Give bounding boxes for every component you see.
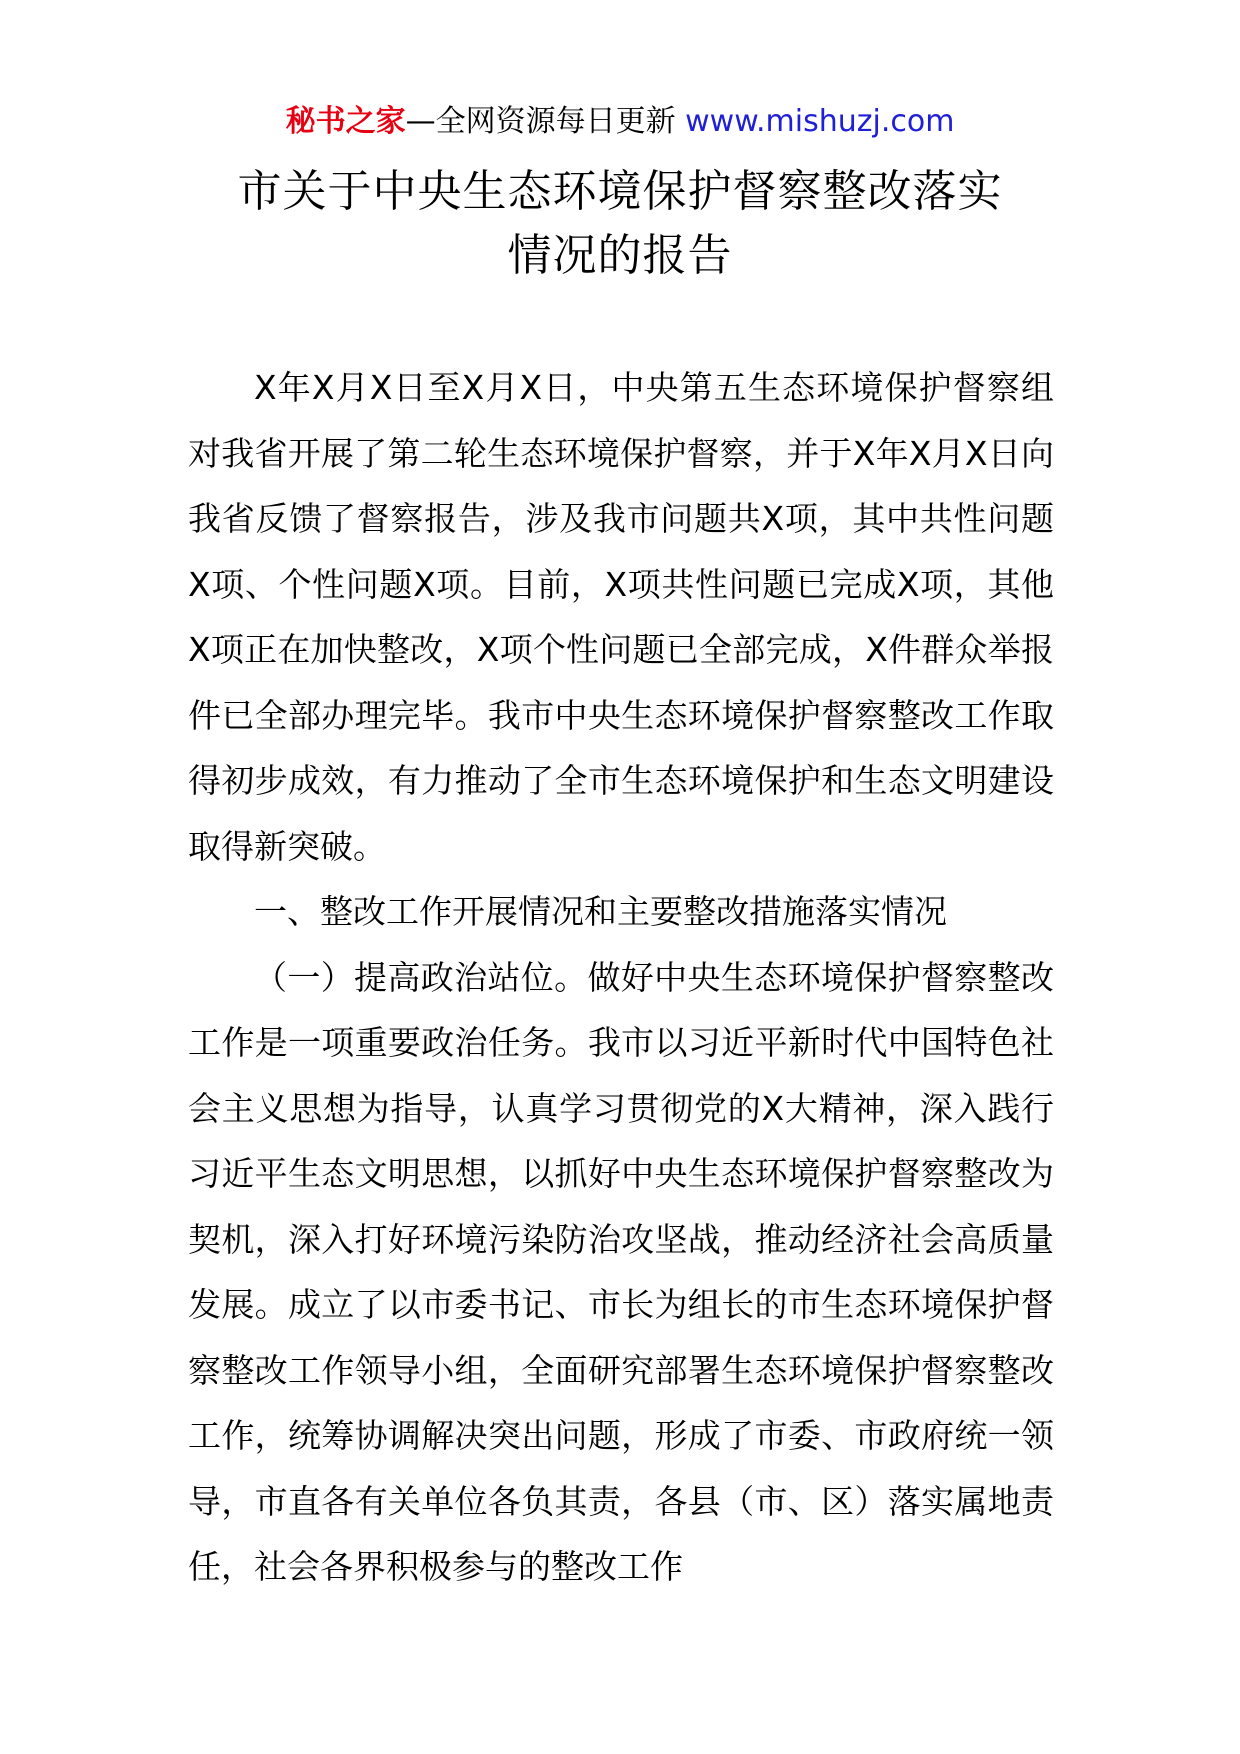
subsection-paragraph: （一）提高政治站位。做好中央生态环境保护督察整改工作是一项重要政治任务。我市以习近平新时代中国特色社会主义思想为指导，认真学习贯彻党的X大精神，深入践行习近平生态文明思想，以抓好中央生态环境保护督察整改为契机，深入打好环境污染防治攻坚战，推动经济社会高质量发展。成立了以市委书记、市长为组长的市生态环境保护督察整改工作领导小组，全面研究部署生态环境保护督察整改工作，统筹协调解决突出问题，形成了市委、市政府统一领导，市直各有关单位各负其责，各县（市、区）落实属地责任，社会各界积极参与的整改工作 xyxy=(188,957,1054,1586)
title-line-1: 市关于中央生态环境保护督察整改落实 xyxy=(237,166,1003,217)
site-name: 秘书之家 xyxy=(285,104,406,139)
intro-paragraph: X年X月X日至X月X日，中央第五生态环境保护督察组对我省开展了第二轮生态环境保护督察，并于X年X月X日向我省反馈了督察报告，涉及我市问题共X项，其中共性问题X项、个性问题X项。目前，X项共性问题已完成X项，其他X项正在加快整改，X项个性问题已全部完成，X件群众举报件已全部办理完毕。我市中央生态环境保护督察整改工作取得初步成效，有力推动了全市生态环境保护和生态文明建设取得新突破。 xyxy=(188,368,1054,866)
site-tagline: —全网资源每日更新 xyxy=(405,104,676,139)
site-url-link[interactable]: www.mishuzj.com xyxy=(685,104,955,139)
title-line-2: 情况的报告 xyxy=(507,230,733,281)
document-body xyxy=(188,355,1054,1600)
document-title xyxy=(0,160,1240,288)
site-header xyxy=(0,100,1240,144)
section-heading: 一、整改工作开展情况和主要整改措施落实情况 xyxy=(254,892,947,931)
